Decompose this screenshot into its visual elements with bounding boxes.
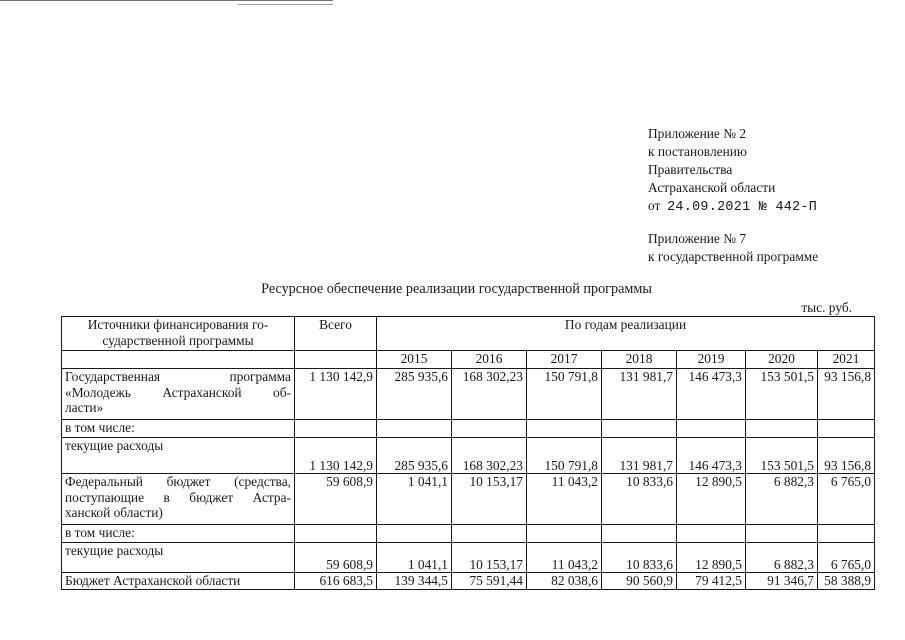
row-label-cell	[62, 420, 295, 438]
value-cell: 58 388,9	[818, 573, 875, 590]
value-cell: 285 935,6	[377, 438, 452, 474]
value-cell: 131 981,7	[602, 438, 677, 474]
empty-cell	[746, 525, 818, 543]
empty-cell	[377, 420, 452, 438]
empty-cell	[452, 420, 527, 438]
value-cell: 153 501,5	[746, 438, 818, 474]
row-label-cell	[62, 543, 295, 573]
value-cell: 139 344,5	[377, 573, 452, 590]
empty-cell	[818, 525, 875, 543]
row-label-line: «Молодежь Астраханской об-	[65, 384, 291, 400]
appendix-main-line: Правительства	[648, 162, 733, 177]
appendix-date-line	[648, 197, 817, 217]
total-cell: 616 683,5	[295, 573, 377, 590]
total-cell: 59 608,9	[295, 543, 377, 573]
header-source-cell	[62, 317, 295, 351]
row-label-cell	[62, 474, 295, 525]
appendix-main-line: Астраханской области	[648, 180, 776, 195]
value-cell: 153 501,5	[746, 369, 818, 420]
row-label-line: текущие расходы	[65, 438, 164, 453]
value-cell: 6 765,0	[818, 543, 875, 573]
row-label-cell	[62, 369, 295, 420]
empty-cell	[677, 420, 746, 438]
value-cell: 146 473,3	[677, 438, 746, 474]
value-cell: 6 882,3	[746, 474, 818, 525]
top-rule-short	[238, 4, 333, 5]
date-prefix: от	[648, 198, 661, 213]
row-label-line: поступающие в бюджет Астра-	[65, 489, 291, 505]
value-cell: 150 791,8	[527, 438, 602, 474]
year-row	[62, 351, 875, 369]
value-cell: 1 041,1	[377, 474, 452, 525]
value-cell: 10 153,17	[452, 543, 527, 573]
document-title	[0, 281, 905, 298]
table-row	[62, 438, 875, 474]
header-source-line: Источники финансирования го-	[87, 317, 269, 332]
row-label-line: Бюджет Астраханской области	[65, 573, 241, 588]
empty-cell	[295, 525, 377, 543]
row-label-cell	[62, 525, 295, 543]
value-cell: 10 153,17	[452, 474, 527, 525]
year-header-cell: 2015	[377, 351, 452, 369]
year-header-cell: 2021	[818, 351, 875, 369]
row-label-line: в том числе:	[65, 525, 135, 540]
total-cell: 59 608,9	[295, 474, 377, 525]
total-cell: 1 130 142,9	[295, 438, 377, 474]
appendix-main-line: Приложение № 2	[648, 126, 747, 141]
row-label-line: Федеральный бюджет (средства,	[65, 474, 291, 489]
year-header-cell: 2018	[602, 351, 677, 369]
value-cell: 79 412,5	[677, 573, 746, 590]
table-row	[62, 543, 875, 573]
resource-table	[61, 316, 875, 590]
empty-cell	[452, 525, 527, 543]
units-label: тыс. руб.	[801, 300, 852, 315]
value-cell: 82 038,6	[527, 573, 602, 590]
empty-cell	[677, 525, 746, 543]
empty-cell	[602, 525, 677, 543]
value-cell: 11 043,2	[527, 543, 602, 573]
empty-cell	[746, 420, 818, 438]
appendix-program-block	[648, 230, 818, 266]
total-cell: 1 130 142,9	[295, 369, 377, 420]
table-row	[62, 525, 875, 543]
value-cell: 1 041,1	[377, 543, 452, 573]
row-label-line: ласти»	[65, 400, 104, 415]
appendix-main-block	[648, 125, 817, 217]
value-cell: 12 890,5	[677, 474, 746, 525]
empty-cell	[527, 420, 602, 438]
table-row	[62, 420, 875, 438]
value-cell: 91 346,7	[746, 573, 818, 590]
top-rule	[0, 0, 333, 1]
empty-cell	[602, 420, 677, 438]
row-label-cell	[62, 573, 295, 590]
empty-cell	[295, 420, 377, 438]
year-header-cell: 2017	[527, 351, 602, 369]
year-header-cell: 2016	[452, 351, 527, 369]
table-row	[62, 369, 875, 420]
value-cell: 6 882,3	[746, 543, 818, 573]
header-years-cell: По годам реализации	[377, 317, 875, 351]
document-title-text: Ресурсное обеспечение реализации государственной программы	[261, 281, 652, 297]
empty-cell	[527, 525, 602, 543]
value-cell: 11 043,2	[527, 474, 602, 525]
value-cell: 131 981,7	[602, 369, 677, 420]
value-cell: 93 156,8	[818, 438, 875, 474]
table-row	[62, 573, 875, 590]
header-row	[62, 317, 875, 351]
value-cell: 10 833,6	[602, 543, 677, 573]
value-cell: 6 765,0	[818, 474, 875, 525]
empty-cell	[295, 351, 377, 369]
row-label-line: в том числе:	[65, 420, 135, 435]
value-cell: 168 302,23	[452, 369, 527, 420]
row-label-line: ханской области)	[65, 505, 163, 520]
year-header-cell: 2019	[677, 351, 746, 369]
row-label-line: Государственная программа	[65, 369, 291, 384]
year-header-cell: 2020	[746, 351, 818, 369]
value-cell: 10 833,6	[602, 474, 677, 525]
row-label-line: текущие расходы	[65, 543, 164, 558]
appendix-program-line: к государственной программе	[648, 249, 819, 264]
value-cell: 168 302,23	[452, 438, 527, 474]
empty-cell	[818, 420, 875, 438]
date-number: 24.09.2021 № 442-П	[667, 200, 818, 215]
empty-cell	[377, 525, 452, 543]
value-cell: 146 473,3	[677, 369, 746, 420]
table-row	[62, 474, 875, 525]
value-cell: 12 890,5	[677, 543, 746, 573]
value-cell: 150 791,8	[527, 369, 602, 420]
row-label-cell	[62, 438, 295, 474]
appendix-main-line: к постановлению	[648, 144, 747, 159]
appendix-program-line: Приложение № 7	[648, 231, 747, 246]
value-cell: 285 935,6	[377, 369, 452, 420]
value-cell: 93 156,8	[818, 369, 875, 420]
value-cell: 75 591,44	[452, 573, 527, 590]
header-source-line: сударственной программы	[102, 332, 254, 348]
empty-cell	[62, 351, 295, 369]
header-total-cell: Всего	[295, 317, 377, 351]
value-cell: 90 560,9	[602, 573, 677, 590]
